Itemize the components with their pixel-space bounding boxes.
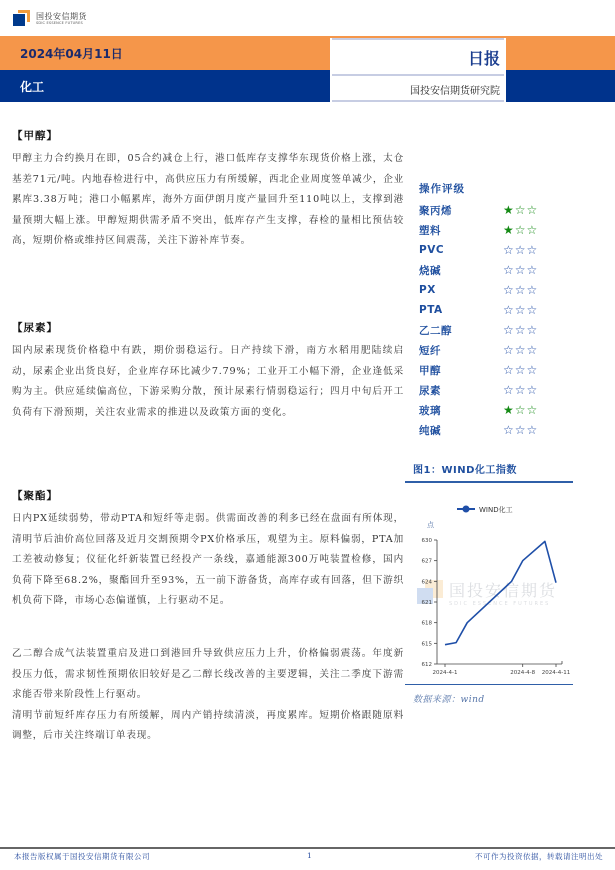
rating-row — [419, 240, 579, 260]
star-empty-icon: ☆ — [503, 383, 514, 397]
watermark-en: SDIC ESSENCE FUTURES — [449, 601, 551, 607]
rating-product-name: PVC — [419, 244, 445, 256]
report-title-box — [330, 38, 506, 102]
star-empty-icon: ☆ — [526, 383, 538, 397]
star-empty-icon: ☆ — [503, 363, 514, 377]
institute-name: 国投安信期货研究院 — [410, 86, 500, 97]
rating-product-name: 玻璃 — [419, 404, 441, 417]
rating-product-name: 聚丙烯 — [419, 204, 452, 217]
section-urea — [12, 320, 404, 423]
section-methanol — [12, 128, 404, 252]
report-date: 2024年04月11日 — [20, 47, 123, 61]
line-chart-svg — [405, 490, 595, 685]
star-empty-icon: ☆ — [526, 363, 538, 377]
star-empty-icon: ☆ — [514, 303, 526, 317]
title-rule-mid — [332, 74, 504, 76]
y-tick-label: 630 — [421, 538, 432, 544]
star-empty-icon: ☆ — [526, 343, 538, 357]
star-empty-icon: ☆ — [503, 423, 514, 437]
rating-product-name: 尿素 — [419, 384, 441, 397]
section-heading: 【甲醇】 — [12, 130, 58, 142]
rating-product-name: 烧碱 — [419, 264, 441, 277]
section-paragraph-psf: 清明节前短纤库存压力有所缓解，周内产销持续清淡，再度累库。短期价格跟随原料调整，后市关注终端订单表现。 — [12, 709, 404, 741]
star-empty-icon: ☆ — [514, 243, 526, 257]
watermark-cn: 国投安信期货 — [449, 581, 558, 600]
star-empty-icon: ☆ — [526, 203, 538, 217]
rating-stars — [503, 284, 537, 296]
star-empty-icon: ☆ — [503, 283, 514, 297]
section-paragraph-meg: 乙二醇合成气法装置重启及进口到港回升导致供应压力上升，价格偏弱震荡。年度新投压力低，需求韧性预期依旧较好是乙二醇长线改善的主要逻辑，关注二季度下游需求能否带来阶段性上行驱动。 — [12, 648, 404, 700]
rating-row — [419, 300, 579, 320]
rating-stars — [503, 304, 537, 316]
y-tick-label: 627 — [421, 558, 432, 565]
star-filled-icon: ★ — [503, 203, 514, 217]
rating-row — [419, 380, 579, 400]
y-tick-label: 612 — [421, 662, 432, 668]
star-empty-icon: ☆ — [503, 243, 514, 257]
star-filled-icon: ★ — [503, 223, 514, 237]
rating-row — [419, 260, 579, 280]
rating-row — [419, 360, 579, 380]
rating-row — [419, 280, 579, 300]
y-tick-label: 615 — [421, 641, 432, 648]
rating-stars — [503, 384, 537, 396]
star-empty-icon: ☆ — [503, 303, 514, 317]
star-empty-icon: ☆ — [526, 303, 538, 317]
y-tick-label: 621 — [421, 600, 432, 606]
rating-stars — [503, 364, 537, 376]
x-tick-label: 2024-4-1 — [432, 670, 458, 676]
report-type: 日报 — [467, 49, 500, 68]
section-paragraph: 国内尿素现货价格稳中有跌，期价弱稳运行。日产持续下滑，南方水稻用肥陆续启动，尿素企业出货良好，企业库存环比减少7.79%；工业开工小幅下滑，企业逢低采购为主。供应延续偏高位，下游采购分散，预计尿素行情弱稳运行；四月中旬后开工负荷有下滑预期，关注农业需求的推进以及政策方面的变化。 — [12, 345, 404, 418]
rating-product-name: PTA — [419, 304, 443, 316]
star-filled-icon: ★ — [503, 403, 514, 417]
rating-row — [419, 340, 579, 360]
wind-chemical-index-chart — [405, 490, 595, 685]
rating-product-name: 乙二醇 — [419, 324, 452, 337]
star-empty-icon: ☆ — [526, 323, 538, 337]
y-tick-label: 624 — [421, 579, 432, 586]
report-sector: 化工 — [20, 80, 45, 94]
title-rule-bottom — [332, 100, 504, 102]
star-empty-icon: ☆ — [514, 283, 526, 297]
rating-title: 操作评级 — [419, 183, 465, 195]
figure-title: 图1：WIND化工指数 — [413, 465, 517, 476]
star-empty-icon: ☆ — [514, 383, 526, 397]
star-empty-icon: ☆ — [514, 223, 526, 237]
y-tick-label: 618 — [421, 620, 432, 627]
figure-rule-bottom — [405, 684, 573, 685]
footer-copyright: 本报告版权属于国投安信期货有限公司 — [14, 852, 150, 861]
footer-disclaimer: 不可作为投资依据，转载请注明出处 — [475, 852, 603, 861]
figure-source: 数据来源：wind — [413, 695, 485, 705]
legend-label: WIND化工 — [479, 506, 513, 514]
star-empty-icon: ☆ — [526, 263, 538, 277]
rating-stars — [503, 344, 537, 356]
section-paragraph: 甲醇主力合约换月在即，05合约减仓上行，港口低库存支撑华东现货价格上涨，太仓基差71元/吨。内地春检进行中，高供应压力有所缓解，西北企业周度签单减少，企业累库3.38万吨；港口小幅累库，海外方面伊朗月度产量回升至110吨以上，支撑到港量预期大幅上涨。甲醇短期供需矛盾不突出，低库存产生支撑，春检的量相比预估较高，短期价格或维持区间震荡，关注下游补库节奏。 — [12, 153, 405, 246]
rating-product-name: 纯碱 — [419, 424, 441, 437]
star-empty-icon: ☆ — [514, 263, 526, 277]
section-heading: 【尿素】 — [12, 322, 58, 334]
star-empty-icon: ☆ — [503, 323, 514, 337]
star-empty-icon: ☆ — [526, 243, 538, 257]
y-axis-unit: 点 — [427, 521, 434, 529]
operation-rating-panel — [419, 181, 579, 440]
section-paragraph: 日内PX延续弱势，带动PTA和短纤等走弱。供需面改善的利多已经在盘面有所体现，清明节后油价高位回落及近月交割预期令PX价格承压，观望为主。原料偏弱，PTA加工差被动修复；仪征化纤新装置已经投产一条线，嘉通能源300万吨装置检修，国内负荷下降至68.2%，聚酯回升至93%，五一前下游备货，高库存或有回落，但下游织机负荷下降，市场心态偏谨慎，上行驱动不足。 — [12, 513, 404, 606]
star-empty-icon: ☆ — [503, 263, 514, 277]
rating-stars — [503, 244, 537, 256]
section-polyester — [12, 488, 404, 612]
section-heading: 【聚酯】 — [12, 490, 58, 502]
rating-stars — [503, 264, 537, 276]
rating-product-name: 塑料 — [419, 224, 441, 237]
footer-rule — [0, 847, 615, 849]
rating-product-name: 短纤 — [419, 344, 441, 357]
x-tick-label: 2024-4-11 — [541, 670, 571, 676]
star-empty-icon: ☆ — [514, 363, 526, 377]
star-empty-icon: ☆ — [514, 323, 526, 337]
header-navy-band — [0, 70, 615, 102]
series-line-wind-chemical — [445, 541, 556, 644]
section-meg-psf — [12, 644, 404, 747]
star-empty-icon: ☆ — [526, 283, 538, 297]
legend-marker-icon — [463, 506, 470, 513]
rating-stars — [503, 324, 537, 336]
star-empty-icon: ☆ — [514, 423, 526, 437]
rating-stars — [503, 424, 537, 436]
rating-row — [419, 400, 579, 420]
rating-product-name: 甲醇 — [419, 364, 441, 377]
star-empty-icon: ☆ — [526, 423, 538, 437]
logo-cn-text: 国投安信期货 — [36, 11, 87, 21]
rating-stars — [503, 404, 537, 416]
rating-row — [419, 220, 579, 240]
star-empty-icon: ☆ — [514, 203, 526, 217]
rating-stars — [503, 204, 537, 216]
figure-rule-top — [405, 481, 573, 483]
star-empty-icon: ☆ — [514, 343, 526, 357]
rating-product-name: PX — [419, 284, 436, 296]
logo-en-text: SDIC ESSENCE FUTURES — [36, 20, 83, 25]
star-empty-icon: ☆ — [526, 223, 538, 237]
rating-stars — [503, 224, 537, 236]
rating-row — [419, 200, 579, 220]
star-empty-icon: ☆ — [514, 403, 526, 417]
rating-row — [419, 420, 579, 440]
title-rule-top — [332, 38, 504, 40]
star-empty-icon: ☆ — [503, 343, 514, 357]
x-tick-label: 2024-4-8 — [510, 670, 536, 676]
star-empty-icon: ☆ — [526, 403, 538, 417]
page-number: 1 — [307, 851, 312, 860]
rating-row — [419, 320, 579, 340]
company-logo — [13, 10, 87, 28]
logo-mark-icon — [13, 10, 31, 28]
